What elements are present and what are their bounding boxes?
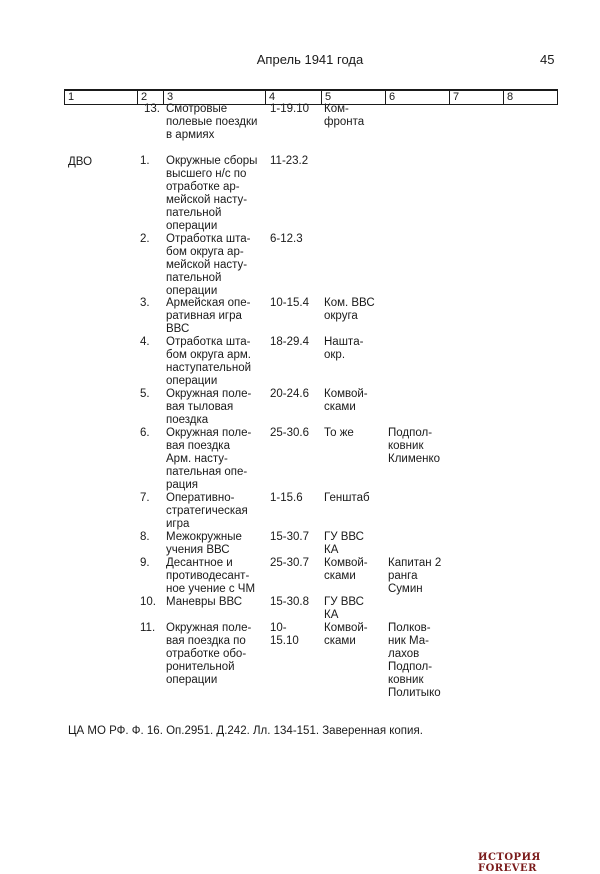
column-header-7: 7 xyxy=(449,91,503,104)
column-header-8: 8 xyxy=(503,91,557,104)
event-responsible: Ком- фронта xyxy=(324,103,365,128)
column-header-5: 5 xyxy=(321,91,385,104)
table-column-header-row xyxy=(64,89,558,105)
column-header-1: 1 xyxy=(68,91,75,103)
row-number: 9. xyxy=(140,557,150,569)
column-header-6: 6 xyxy=(385,91,449,104)
event-name: Окружные сборы высшего н/с по отработке ар- мейской насту- пательной операции xyxy=(166,155,258,232)
event-responsible: Наштa- окр. xyxy=(324,336,364,361)
event-name: Армейская опе- ративная игра ВВС xyxy=(166,297,251,335)
event-name: Окружная поле- вая поездка Арм. насту- пательная опе- рация xyxy=(166,427,252,491)
event-leader: Капитан 2 ранга Сумин xyxy=(388,557,442,595)
event-dates: 18-29.4 xyxy=(270,336,310,348)
row-number: 5. xyxy=(140,388,150,400)
event-name: Отработка шта- бом округа арм. наступательной операции xyxy=(166,336,252,387)
page-title: Апрель 1941 года xyxy=(256,52,364,67)
event-dates: 10-15.4 xyxy=(270,297,310,309)
event-leader: Подпол- ковник Клименко xyxy=(388,427,441,465)
event-responsible: Генштаб xyxy=(324,492,370,504)
district-label: ДВО xyxy=(68,156,93,168)
event-name: Смотровые полевые поездки в армиях xyxy=(166,103,258,141)
column-header-4: 4 xyxy=(265,91,321,104)
row-number: 10. xyxy=(140,596,156,608)
event-dates: 1-15.6 xyxy=(270,492,303,504)
row-number: 4. xyxy=(140,336,150,348)
event-name: Окружная поле- вая поездка по отработке обо- ронительной операции xyxy=(166,622,252,686)
event-leader: Полков- ник Ма- лахов Подпол- ковник Политыко xyxy=(388,622,441,699)
event-dates: 11-23.2 xyxy=(270,155,309,167)
event-name: Межокружные учения ВВС xyxy=(166,531,242,556)
event-responsible: ГУ ВВС КА xyxy=(324,596,364,621)
event-name: Маневры ВВС xyxy=(166,596,243,608)
page-number: 45 xyxy=(540,52,555,67)
event-dates: 25-30.7 xyxy=(270,557,310,569)
row-number: 11. xyxy=(140,622,156,634)
event-name: Оперативно- стратегическая игра xyxy=(166,492,248,530)
row-number: 13. xyxy=(144,103,160,115)
row-number: 6. xyxy=(140,427,150,439)
event-responsible: ГУ ВВС КА xyxy=(324,531,364,556)
row-number: 2. xyxy=(140,233,150,245)
event-dates: 10- 15.10 xyxy=(270,622,299,647)
event-name: Окружная поле- вая тыловая поездка xyxy=(166,388,252,426)
row-number: 3. xyxy=(140,297,150,309)
watermark-logo: ИСТОРИЯ FOREVER xyxy=(478,852,541,874)
event-responsible: Комвой- сками xyxy=(324,388,368,413)
row-number: 7. xyxy=(140,492,150,504)
row-number: 8. xyxy=(140,531,150,543)
event-responsible: То же xyxy=(324,427,354,439)
event-responsible: Комвой- сками xyxy=(324,622,368,647)
event-dates: 20-24.6 xyxy=(270,388,310,400)
event-dates: 1-19.10 xyxy=(270,103,310,115)
event-dates: 15-30.7 xyxy=(270,531,310,543)
event-responsible: Ком. ВВС округа xyxy=(324,297,375,322)
event-name: Десантное и противодесант- ное учение с ЧМ xyxy=(166,557,256,595)
source-footnote: ЦА МО РФ. Ф. 16. Оп.2951. Д.242. Лл. 134-151. Заверенная копия. xyxy=(68,725,423,737)
event-dates: 6-12.3 xyxy=(270,233,303,245)
event-dates: 15-30.8 xyxy=(270,596,310,608)
column-header-2: 2 xyxy=(137,91,163,104)
event-dates: 25-30.6 xyxy=(270,427,310,439)
event-responsible: Комвой- сками xyxy=(324,557,368,582)
row-number: 1. xyxy=(140,155,150,167)
column-header-3: 3 xyxy=(163,91,265,104)
event-name: Отработка шта- бом округа ар- мейской насту- пательной операции xyxy=(166,233,251,297)
